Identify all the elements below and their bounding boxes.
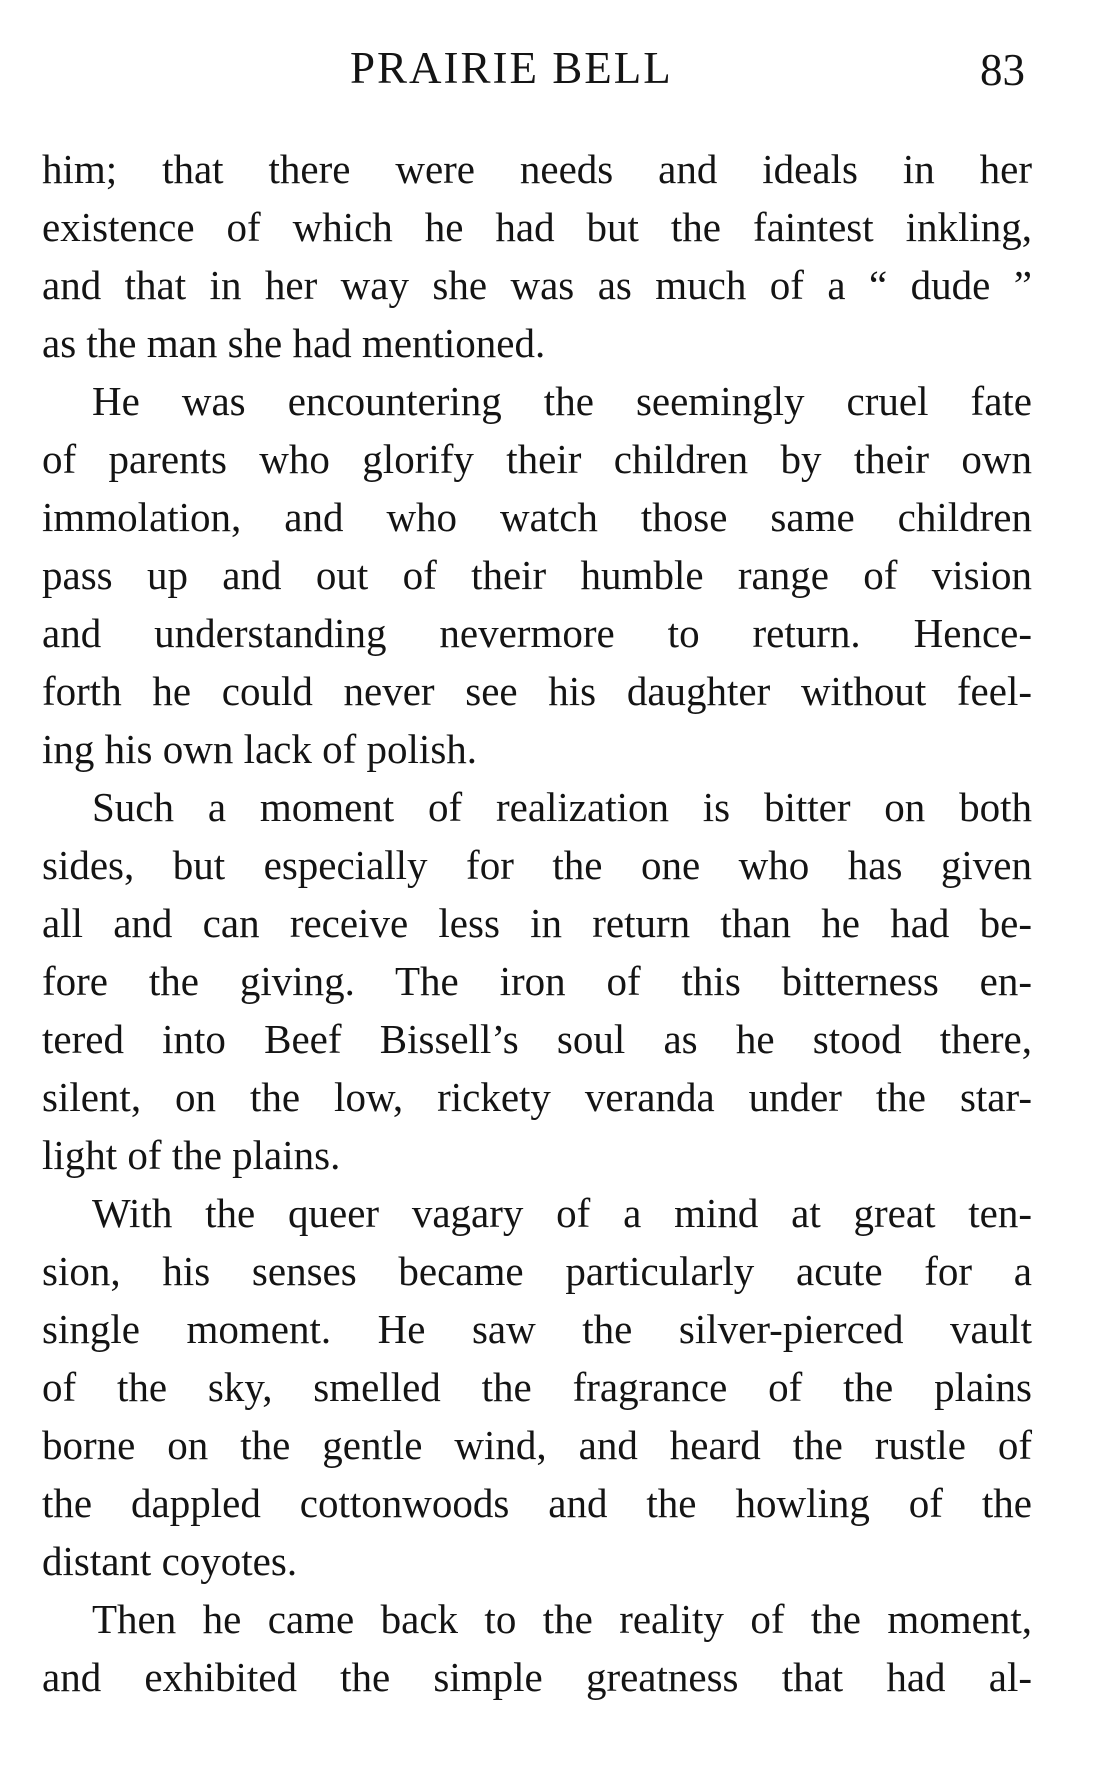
- text-line: all and can receive less in return than he had be-: [42, 900, 1032, 946]
- text-line: of the sky, smelled the fragrance of the plains: [42, 1364, 1032, 1410]
- text-line: With the queer vagary of a mind at great ten-: [92, 1190, 1032, 1236]
- text-line: He was encountering the seemingly cruel fate: [92, 378, 1032, 424]
- text-line: silent, on the low, rickety veranda under the star-: [42, 1074, 1032, 1120]
- text-line: sion, his senses became particularly acute for a: [42, 1248, 1032, 1294]
- text-line: distant coyotes.: [42, 1538, 298, 1584]
- text-line: single moment. He saw the silver-pierced vault: [42, 1306, 1032, 1352]
- text-line: and exhibited the simple greatness that had al-: [42, 1654, 1032, 1700]
- text-line: pass up and out of their humble range of vision: [42, 552, 1032, 598]
- page-number: 83: [980, 45, 1025, 95]
- text-line: Such a moment of realization is bitter on both: [92, 784, 1032, 830]
- text-line: light of the plains.: [42, 1132, 341, 1178]
- text-line: borne on the gentle wind, and heard the rustle of: [42, 1422, 1032, 1468]
- text-line: Then he came back to the reality of the moment,: [92, 1596, 1032, 1642]
- text-line: fore the giving. The iron of this bitterness en-: [42, 958, 1032, 1004]
- text-line: immolation, and who watch those same children: [42, 494, 1032, 540]
- running-head: [0, 42, 1115, 102]
- text-line: ing his own lack of polish.: [42, 726, 478, 772]
- running-title: PRAIRIE BELL: [350, 43, 673, 93]
- text-line: tered into Beef Bissell’s soul as he stood there,: [42, 1016, 1032, 1062]
- text-line: as the man she had mentioned.: [42, 320, 546, 366]
- text-line: of parents who glorify their children by their own: [42, 436, 1032, 482]
- text-line: forth he could never see his daughter without feel-: [42, 668, 1032, 714]
- body-text: [42, 140, 1032, 1706]
- text-line: the dappled cottonwoods and the howling of the: [42, 1480, 1032, 1526]
- text-line: sides, but especially for the one who has given: [42, 842, 1032, 888]
- text-line: existence of which he had but the faintest inkling,: [42, 204, 1032, 250]
- text-line: him; that there were needs and ideals in her: [42, 146, 1032, 192]
- text-line: and understanding nevermore to return. Hence-: [42, 610, 1032, 656]
- text-line: and that in her way she was as much of a “ dude ”: [42, 262, 1032, 308]
